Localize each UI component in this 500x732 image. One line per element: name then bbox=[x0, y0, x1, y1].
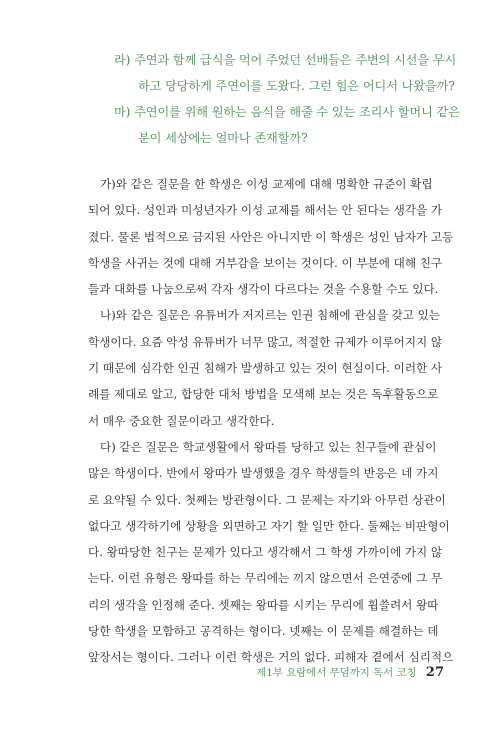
text-line: 례를 제대로 알고, 합당한 대처 방법을 모색해 보는 것은 독후활동으로 bbox=[88, 387, 439, 402]
question-label: 라) bbox=[114, 53, 131, 67]
paragraph-da bbox=[88, 434, 454, 671]
paragraph-na bbox=[88, 302, 444, 433]
question-ma bbox=[114, 99, 474, 151]
text-line: 로 요약될 수 있다. 첫째는 방관형이다. 그 문제는 자기와 아무런 상관이 bbox=[88, 492, 446, 507]
text-line: 나)와 같은 질문은 유튜버가 저지르는 인권 침해에 관심을 갖고 있는 bbox=[100, 308, 441, 323]
question-text-line: 주연이를 위해 원하는 음식을 해줄 수 있는 조리사 할머니 같은 bbox=[134, 105, 460, 119]
text-line: 학생을 사귀는 것에 대해 거부감을 보이는 것이다. 이 부분에 대해 친구 bbox=[88, 255, 443, 270]
text-line: 들과 대화를 나눔으로써 각자 생각이 다르다는 것을 수용할 수도 있다. bbox=[88, 282, 439, 297]
question-ra bbox=[114, 47, 474, 99]
text-line: 학생이다. 요즘 악성 유튜버가 너무 많고, 적절한 규제가 이루어지지 않 bbox=[88, 334, 443, 349]
question-text-line: 분이 세상에는 얼마나 존재할까? bbox=[138, 131, 308, 145]
page-footer bbox=[256, 664, 444, 680]
text-line: 되어 있다. 성인과 미성년자가 이성 교제를 해서는 안 된다는 생각을 가 bbox=[88, 203, 443, 218]
text-line: 당한 학생을 모함하고 공격하는 형이다. 넷째는 이 문제를 해결하는 데 bbox=[88, 624, 439, 639]
text-line: 앞장서는 형이다. 그러나 이런 학생은 거의 없다. 피해자 곁에서 심리적으 bbox=[88, 650, 454, 665]
text-line: 는다. 이런 유형은 왕따를 하는 무리에는 끼지 않으면서 은연중에 그 무 bbox=[88, 571, 443, 586]
text-line: 가)와 같은 질문을 한 학생은 이성 교제에 대해 명확한 규준이 확립 bbox=[100, 177, 433, 191]
text-line: 기 때문에 심각한 인권 침해가 발생하고 있는 것이 현실이다. 이러한 사 bbox=[88, 361, 443, 376]
text-line: 다) 같은 질문은 학교생활에서 왕따를 당하고 있는 친구들에 관심이 bbox=[100, 439, 437, 454]
text-line: 없다고 생각하기에 상황을 외면하고 자기 할 일만 한다. 둘째는 비판형이 bbox=[88, 518, 450, 533]
running-footer-title: 제1부 요람에서 무덤까지 독서 코칭 bbox=[256, 667, 417, 679]
page-number: 27 bbox=[425, 665, 444, 680]
question-text-line: 주연과 함께 급식을 먹어 주었던 선배들은 주변의 시선을 무시 bbox=[134, 53, 457, 67]
text-line: 서 매우 중요한 질문이라고 생각한다. bbox=[88, 413, 275, 428]
text-line: 다. 왕따당한 친구는 문제가 있다고 생각해서 그 학생 가까이에 가지 않 bbox=[88, 545, 443, 560]
body-text bbox=[88, 171, 454, 671]
text-line: 리의 생각을 인정해 준다. 셋째는 왕따를 시키는 무리에 휩쓸려서 왕따 bbox=[88, 597, 439, 612]
question-text-line: 하고 당당하게 주연이를 도왔다. 그런 힘은 어디서 나왔을까? bbox=[138, 79, 455, 93]
text-line: 많은 학생이다. 반에서 왕따가 발생했을 경우 학생들의 반응은 네 가지 bbox=[88, 466, 439, 481]
question-label: 마) bbox=[114, 105, 131, 119]
question-list bbox=[114, 47, 474, 151]
text-line: 졌다. 물론 법적으로 금지된 사안은 아니지만 이 학생은 성인 남자가 고등 bbox=[88, 229, 454, 244]
paragraph-ga bbox=[88, 171, 454, 302]
